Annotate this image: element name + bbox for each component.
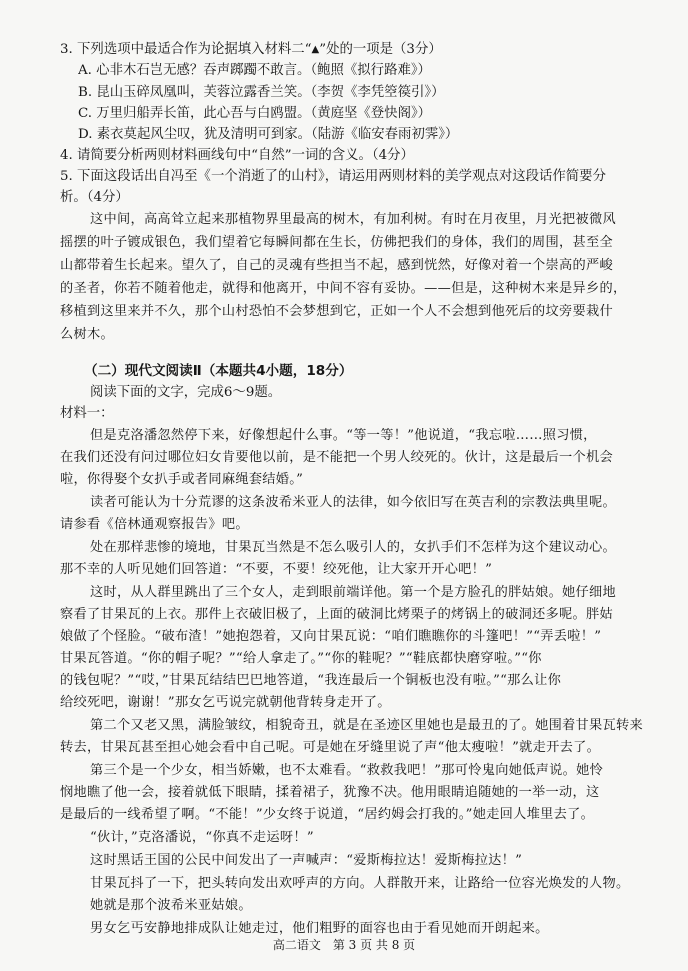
story-line: 是最后的一线希望了啊。“不能！”少女终于说道，“居约姆会打我的。”她走回人堆里去了。 [60,807,595,822]
passage-line: 么树木。 [60,327,114,342]
question-3-stem-after: ”处的一项是（3分） [319,42,442,57]
page-footer: 高二语文 第 3 页 共 8 页 [272,938,416,952]
story-line: 第三个是一个少女，相当娇嫩，也不太难看。“救救我吧！”那可怜鬼向她低声说。她怜 [90,763,604,778]
question-3-stem-before: 3. 下列选项中最适合作为论据填入材料二“ [60,42,312,57]
story-line: 转去，甘果瓦甚至担心她会看中自己呢。可是她在牙缝里说了声“他太瘦啦！”就走开去了。 [60,740,601,755]
story-line: 男女乞丐安静地排成队让她走过，他们粗野的面容也由于看见她而开朗起来。 [90,921,549,936]
section-2-heading: （二）现代文阅读Ⅱ（本题共4小题，18分） [84,363,353,379]
story-line: 啦，你得娶个女扒手或者同麻绳套结婚。” [60,472,304,487]
material-1-label: 材料一： [60,406,114,421]
question-5-line-1: 5. 下面这段话出自冯至《一个消逝了的山村》，请运用两则材料的美学观点对这段话作简要分 [60,169,606,184]
story-line: 甘果瓦答道。“你的帽子呢？”“给人拿走了。”“你的鞋呢？”“鞋底都快磨穿啦。”“你 [60,651,542,666]
section-2-instruction: 阅读下面的文字，完成6～9题。 [90,385,282,400]
story-line: 给绞死吧，谢谢！”那女乞丐说完就朝他背转身走开了。 [60,695,391,710]
story-line: 悯地瞧了他一会，接着就低下眼睛，揉着裙子，犹豫不决。他用眼睛追随她的一举一动，这 [60,785,600,800]
story-line: 察看了甘果瓦的上衣。那件上衣破旧极了，上面的破洞比烤栗子的烤锅上的破洞还多呢。胖姑 [60,607,613,622]
question-3-stem [60,41,650,59]
story-line: 在我们还没有问过哪位妇女肯要他以前，是不能把一个男人绞死的。伙计，这是最后一个机会 [60,450,613,465]
passage-line: 移植到这里来并不久，那个山村恐怕不会梦想到它，正如一个人不会想到他死后的坟旁要栽什 [60,304,613,319]
passage-line: 的圣者，你若不随着他走，就得和他离开，中间不容有妥协。——但是，这种树木来是异乡的， [60,281,627,296]
story-line: 娘做了个怪脸。“破布渣！”她抱怨着，又向甘果瓦说：“咱们瞧瞧你的斗篷吧！”“弄丢啦！” [60,629,602,644]
question-4: 4. 请简要分析两则材料画线句中“自然”一词的含义。（4分） [60,148,414,163]
blank-triangle-marker: ▲ [311,44,320,55]
question-3-option-c: C. 万里归船弄长笛，此心吾与白鸥盟。（黄庭坚《登快阁》） [78,106,432,121]
story-line: 处在那样悲惨的境地，甘果瓦当然是不怎么吸引人的，女扒手们不怎样为这个建议动心。 [90,540,617,555]
story-line: 的钱包呢？”“哎，”甘果瓦结结巴巴地答道，“我连最后一个铜板也没有啦。”“那么让你 [60,673,562,688]
question-3-option-d: D. 素衣莫起风尘叹，犹及清明可到家。（陆游《临安春雨初霁》） [78,127,459,142]
story-line: 这时黑话王国的公民中间发出了一声喊声：“爱斯梅拉达！爱斯梅拉达！” [90,853,523,868]
passage-line: 山都带着生长起来。望久了，自己的灵魂有些担当不起，感到恍然，好像对着一个崇高的严峻 [60,258,613,273]
story-line: 甘果瓦抖了一下，把头转向发出欢呼声的方向。人群散开来，让路给一位容光焕发的人物。 [90,876,630,891]
story-line: 读者可能认为十分荒谬的这条波希米亚人的法律，如今依旧写在英吉利的宗教法典里呢。 [90,495,617,510]
story-line: 但是克洛潘忽然停下来，好像想起什么事。“等一等！”他说道，“我忘啦……照习惯， [90,428,597,443]
story-line: 这时，从人群里跳出了三个女人，走到眼前端详他。第一个是方脸孔的胖姑娘。她仔细地 [90,585,617,600]
question-5-line-2: 析。（4分） [60,190,129,205]
question-3-option-a: A. 心非木石岂无感？吞声踯躅不敢言。（鲍照《拟行路难》） [78,63,431,78]
passage-line: 摇摆的叶子镀成银色，我们望着它每瞬间都在生长，仿佛把我们的身体，我们的周围，甚至全 [60,235,613,250]
passage-line: 这中间，高高耸立起来那植物界里最高的树木，有加利树。有时在月夜里，月光把被微风 [90,212,617,227]
story-line: “伙计，”克洛潘说，“你真不走运呀！” [90,830,314,845]
story-line: 她就是那个波希米亚姑娘。 [90,898,252,913]
story-line: 第二个又老又黑，满脸皱纹，相貌奇丑，就是在圣迹区里她也是最丑的了。她围着甘果瓦转来 [90,718,643,733]
question-3-option-b: B. 昆山玉碎凤凰叫，芙蓉泣露香兰笑。（李贺《李凭箜篌引》） [78,85,445,100]
story-line: 那不幸的人听见她们回答道：“不要，不要！绞死他，让大家开开心吧！” [60,562,493,577]
story-line: 请参看《倍林通观察报告》吧。 [60,517,249,532]
